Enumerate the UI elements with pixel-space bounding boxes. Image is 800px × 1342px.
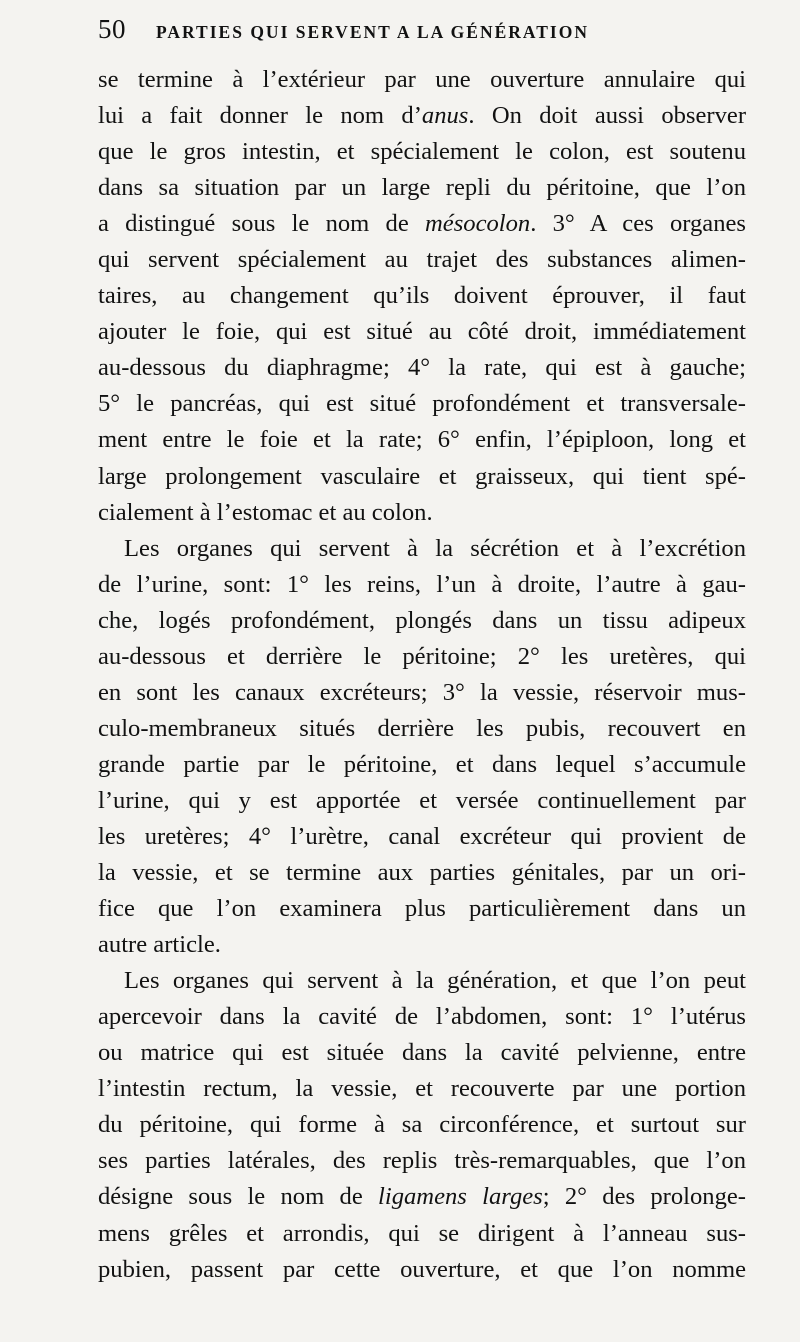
text-line xyxy=(98,314,746,350)
body-text xyxy=(98,62,746,1288)
text-segment: l’urine, qui y est apportée et versée continuellement par xyxy=(98,786,746,814)
text-segment: lui a fait donner le nom d’ xyxy=(98,102,422,130)
text-line xyxy=(98,206,746,242)
text-segment: . 3° A ces organes xyxy=(530,210,746,238)
text-segment: qui servent spécialement au trajet des substances alimen- xyxy=(98,246,746,274)
text-line xyxy=(98,98,746,134)
text-line xyxy=(98,1252,746,1288)
text-segment: fice que l’on examinera plus particulièrement dans un xyxy=(98,895,746,923)
text-line xyxy=(98,711,746,747)
text-line xyxy=(98,675,746,711)
text-segment: en sont les canaux excréteurs; 3° la vessie, réservoir mus- xyxy=(98,678,746,706)
text-line xyxy=(98,819,746,855)
text-line xyxy=(98,963,746,999)
text-line xyxy=(98,567,746,603)
text-segment: che, logés profondément, plongés dans un tissu adipeux xyxy=(98,606,746,634)
text-segment: pubien, passent par cette ouverture, et que l’on nomme xyxy=(98,1255,746,1283)
text-line xyxy=(98,747,746,783)
text-line xyxy=(98,927,746,963)
running-title: PARTIES QUI SERVENT A LA GÉNÉRATION xyxy=(156,22,589,42)
text-line xyxy=(98,278,746,314)
italic-term: anus xyxy=(421,102,469,130)
italic-term: ligamens larges xyxy=(378,1183,543,1211)
text-segment: cialement à l’estomac et au colon. xyxy=(98,498,433,526)
text-line xyxy=(98,891,746,927)
text-segment: au-dessous du diaphragme; 4° la rate, qui est à gauche; xyxy=(98,354,746,382)
text-segment: au-dessous et derrière le péritoine; 2° les uretères, qui xyxy=(98,642,746,670)
text-segment: la vessie, et se termine aux parties génitales, par un ori- xyxy=(98,859,746,887)
text-line xyxy=(98,1035,746,1071)
text-segment: ses parties latérales, des replis très-remarquables, que l’on xyxy=(98,1147,746,1175)
text-line xyxy=(98,783,746,819)
text-line xyxy=(98,1216,746,1252)
text-segment: a distingué sous le nom de xyxy=(98,210,426,238)
text-segment: les uretères; 4° l’urètre, canal excréteur qui provient de xyxy=(98,822,746,850)
text-segment: taires, au changement qu’ils doivent éprouver, il faut xyxy=(98,282,746,310)
text-line xyxy=(98,495,746,531)
text-segment: apercevoir dans la cavité de l’abdomen, sont: 1° l’utérus xyxy=(98,1003,746,1031)
text-segment: de l’urine, sont: 1° les reins, l’un à droite, l’autre à gau- xyxy=(98,570,746,598)
page-number: 50 xyxy=(98,14,126,44)
text-line xyxy=(98,170,746,206)
text-line xyxy=(98,62,746,98)
text-line xyxy=(98,1071,746,1107)
text-line xyxy=(98,1179,746,1215)
text-line xyxy=(98,422,746,458)
text-segment: Les organes qui servent à la sécrétion et à l’excrétion xyxy=(124,534,746,562)
text-segment: l’intestin rectum, la vessie, et recouverte par une portion xyxy=(98,1075,746,1103)
text-segment: ajouter le foie, qui est situé au côté droit, immédiatement xyxy=(98,318,746,346)
text-line xyxy=(98,459,746,495)
text-line xyxy=(98,350,746,386)
text-segment: dans sa situation par un large repli du péritoine, que l’on xyxy=(98,174,746,202)
text-segment: ment entre le foie et la rate; 6° enfin, l’épiploon, long et xyxy=(98,426,746,454)
text-segment: . On doit aussi observer xyxy=(468,102,747,130)
text-line xyxy=(98,603,746,639)
text-segment: se termine à l’extérieur par une ouverture annulaire qui xyxy=(98,66,746,93)
text-line xyxy=(98,639,746,675)
text-segment: du péritoine, qui forme à sa circonférence, et surtout sur xyxy=(98,1111,746,1139)
text-segment: que le gros intestin, et spécialement le colon, est soutenu xyxy=(98,138,746,166)
text-segment: Les organes qui servent à la génération, et que l’on peut xyxy=(124,967,746,995)
text-segment: désigne sous le nom de xyxy=(98,1183,379,1211)
text-line xyxy=(98,1143,746,1179)
text-line xyxy=(98,1107,746,1143)
text-segment: ; 2° des prolonge- xyxy=(542,1183,746,1211)
text-segment: mens grêles et arrondis, qui se dirigent à l’anneau sus- xyxy=(98,1219,746,1247)
page-header xyxy=(98,14,758,54)
text-segment: culo-membraneux situés derrière les pubis, recouvert en xyxy=(98,714,746,742)
text-line xyxy=(98,134,746,170)
text-segment: ou matrice qui est située dans la cavité pelvienne, entre xyxy=(98,1039,746,1067)
text-segment: large prolongement vasculaire et graisseux, qui tient spé- xyxy=(98,462,746,490)
text-line xyxy=(98,242,746,278)
text-segment: autre article. xyxy=(98,931,221,959)
italic-term: mésocolon xyxy=(425,210,531,238)
text-segment: 5° le pancréas, qui est situé profondément et transversale- xyxy=(98,390,746,418)
text-line xyxy=(98,386,746,422)
text-segment: grande partie par le péritoine, et dans lequel s’accumule xyxy=(98,750,746,778)
text-line xyxy=(98,855,746,891)
text-line xyxy=(98,999,746,1035)
text-line xyxy=(98,531,746,567)
